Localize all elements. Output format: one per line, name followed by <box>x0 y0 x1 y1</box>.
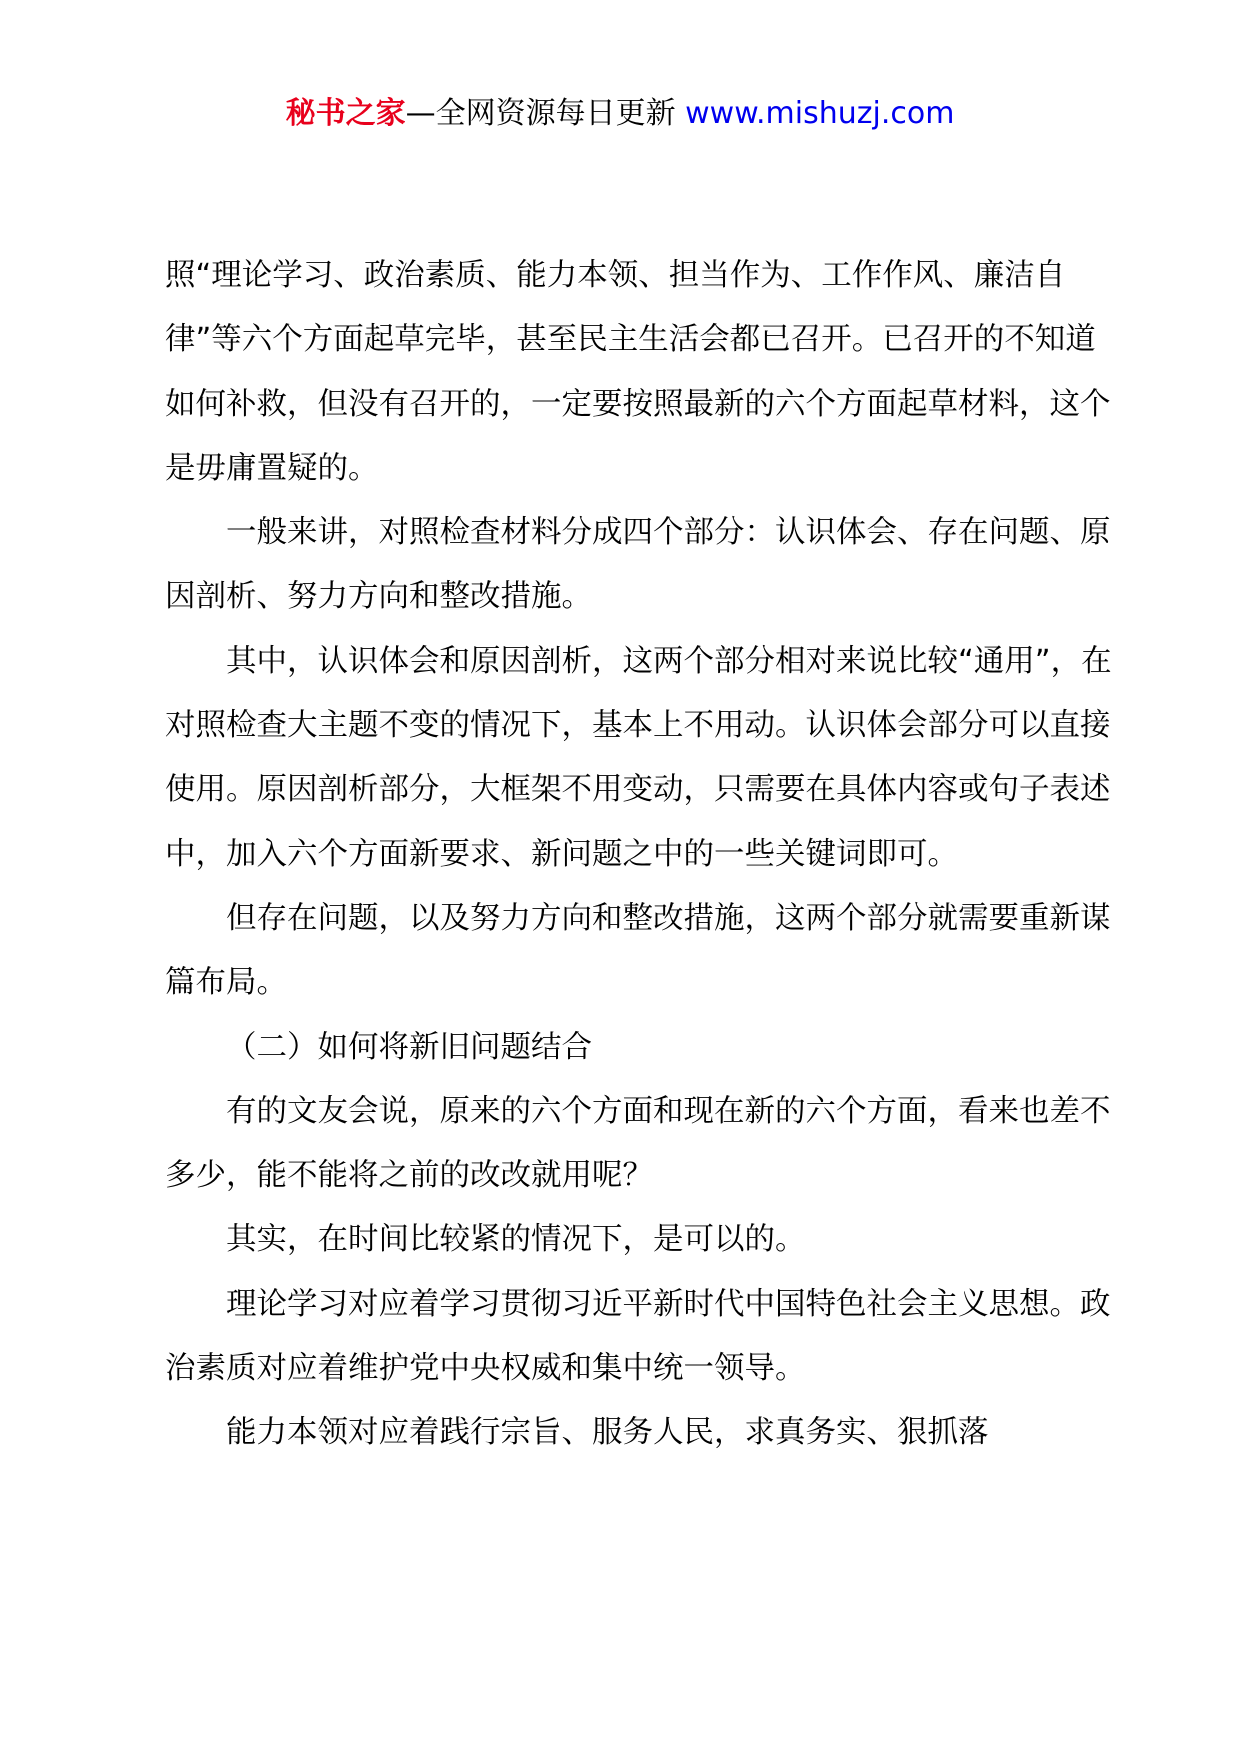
website-link[interactable]: www.mishuzj.com <box>685 96 955 131</box>
paragraph: 其实，在时间比较紧的情况下，是可以的。 <box>226 1222 806 1258</box>
brand-name: 秘书之家 <box>285 96 406 131</box>
paragraph: 但存在问题，以及努力方向和整改措施，这两个部分就需要重新谋篇布局。 <box>165 900 1111 1001</box>
paragraph: 一般来讲，对照检查材料分成四个部分：认识体会、存在问题、原因剖析、努力方向和整改措施。 <box>165 515 1111 615</box>
paragraph: 理论学习对应着学习贯彻习近平新时代中国特色社会主义思想。政治素质对应着维护党中央权威和集中统一领导。 <box>165 1286 1111 1387</box>
paragraph: 能力本领对应着践行宗旨、服务人民，求真务实、狠抓落 <box>226 1415 989 1451</box>
page-header <box>0 94 1240 134</box>
document-body <box>165 244 1125 1466</box>
header-slogan: —全网资源每日更新 <box>405 96 686 131</box>
paragraph: 照“理论学习、政治素质、能力本领、担当作为、工作作风、廉洁自律”等六个方面起草完毕，甚至民主生活会都已召开。已召开的不知道如何补救，但没有召开的，一定要按照最新的六个方面起草材料，这个是毋庸置疑的。 <box>165 258 1111 486</box>
paragraph: 有的文友会说，原来的六个方面和现在新的六个方面，看来也差不多少，能不能将之前的改改就用呢？ <box>165 1093 1111 1194</box>
section-heading: （二）如何将新旧问题结合 <box>226 1029 592 1065</box>
paragraph: 其中，认识体会和原因剖析，这两个部分相对来说比较“通用”，在对照检查大主题不变的情况下，基本上不用动。认识体会部分可以直接使用。原因剖析部分，大框架不用变动，只需要在具体内容或句子表述中，加入六个方面新要求、新问题之中的一些关键词即可。 <box>165 643 1112 872</box>
